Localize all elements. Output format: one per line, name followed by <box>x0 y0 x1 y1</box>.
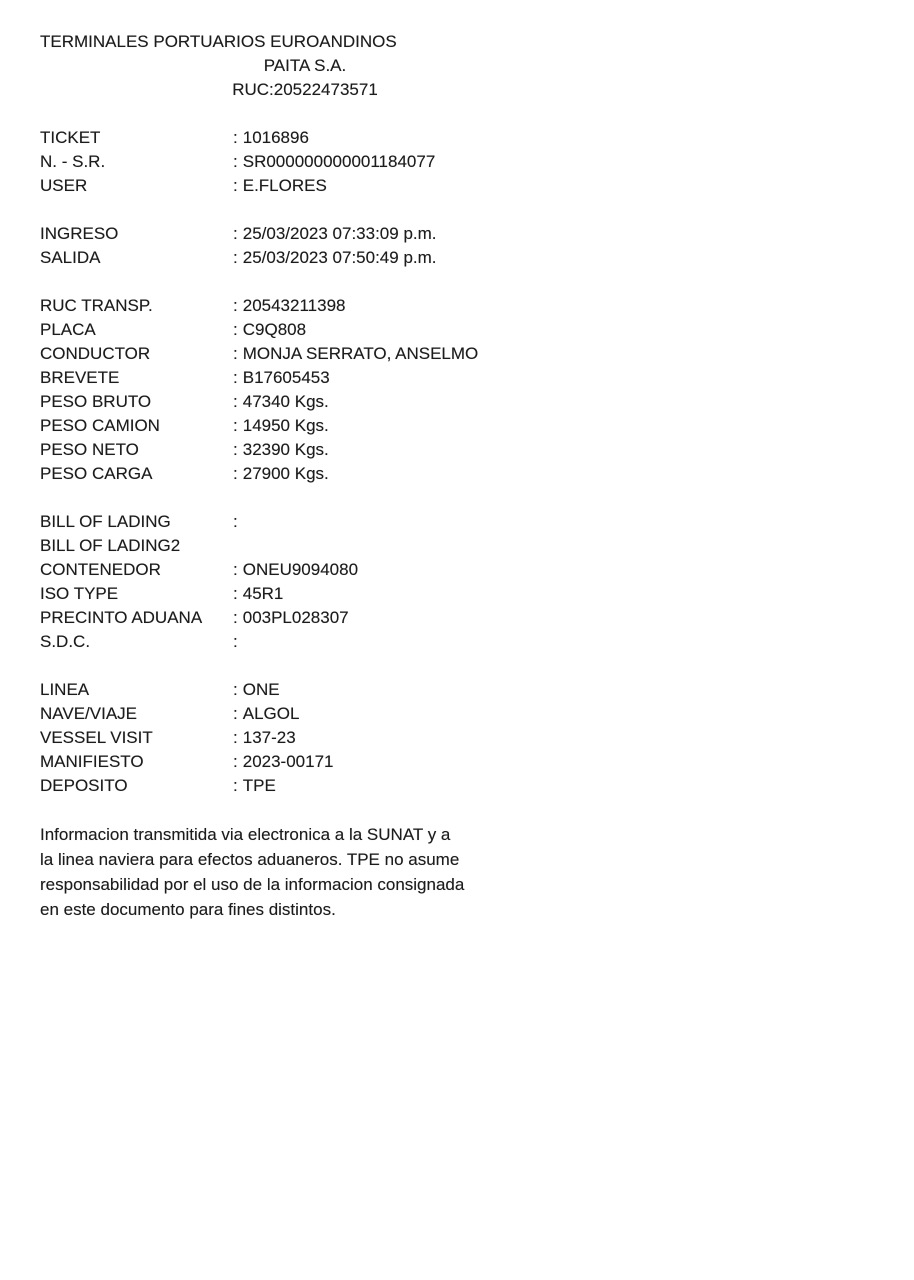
field-row-nave-viaje <box>40 702 570 726</box>
field-label: NAVE/VIAJE <box>40 704 137 723</box>
colon-separator: : <box>233 704 238 723</box>
field-value: : 20543211398 <box>233 294 345 318</box>
field-label: CONTENEDOR <box>40 560 161 579</box>
colon-separator: : <box>233 680 238 699</box>
field-label: S.D.C. <box>40 632 91 651</box>
field-label: PESO BRUTO <box>40 392 152 411</box>
field-row-conductor <box>40 342 570 366</box>
field-value: : 137-23 <box>233 726 296 750</box>
field-label: ISO TYPE <box>40 584 119 603</box>
field-value: : 32390 Kgs. <box>233 438 329 462</box>
field-row-nsr <box>40 150 570 174</box>
ticket-header <box>40 30 570 102</box>
colon-separator: : <box>233 584 238 603</box>
colon-separator: : <box>233 224 238 243</box>
field-value: : TPE <box>233 774 276 798</box>
field-label: BREVETE <box>40 368 120 387</box>
field-value <box>233 630 243 654</box>
section-voyage <box>40 678 570 798</box>
section-transport <box>40 294 570 486</box>
field-row-peso-camion <box>40 414 570 438</box>
field-row-salida <box>40 246 570 270</box>
disclaimer-line: en este documento para fines distintos. <box>40 900 336 919</box>
field-value: : E.FLORES <box>233 174 327 198</box>
company-subname: PAITA S.A. <box>263 56 347 75</box>
disclaimer-line: Informacion transmitida via electronica a la SUNAT y a <box>40 825 451 844</box>
field-row-bill-of-lading <box>40 510 570 534</box>
colon-separator: : <box>233 464 238 483</box>
field-label: CONDUCTOR <box>40 344 151 363</box>
field-value: : SR000000000001184077 <box>233 150 435 174</box>
field-label: BILL OF LADING <box>40 512 171 531</box>
colon-separator: : <box>233 512 238 531</box>
field-label: VESSEL VISIT <box>40 728 153 747</box>
field-row-linea <box>40 678 570 702</box>
field-row-precinto-aduana <box>40 606 570 630</box>
colon-separator: : <box>233 416 238 435</box>
field-value: : 1016896 <box>233 126 309 150</box>
field-value: : ONE <box>233 678 280 702</box>
disclaimer-line: responsabilidad por el uso de la informacion consignada <box>40 875 465 894</box>
field-label: RUC TRANSP. <box>40 296 153 315</box>
colon-separator: : <box>233 560 238 579</box>
field-row-peso-carga <box>40 462 570 486</box>
disclaimer-line: la linea naviera para efectos aduaneros. TPE no asume <box>40 850 460 869</box>
field-row-vessel-visit <box>40 726 570 750</box>
field-value: : 25/03/2023 07:50:49 p.m. <box>233 246 437 270</box>
field-label: SALIDA <box>40 248 101 267</box>
field-value: : 2023-00171 <box>233 750 334 774</box>
field-label: PESO NETO <box>40 440 139 459</box>
field-value <box>233 510 243 534</box>
colon-separator: : <box>233 440 238 459</box>
field-value <box>233 534 238 558</box>
field-row-brevete <box>40 366 570 390</box>
field-label: LINEA <box>40 680 90 699</box>
field-row-deposito <box>40 774 570 798</box>
field-value: : 25/03/2023 07:33:09 p.m. <box>233 222 437 246</box>
colon-separator: : <box>233 608 238 627</box>
colon-separator: : <box>233 176 238 195</box>
field-row-ingreso <box>40 222 570 246</box>
field-row-iso-type <box>40 582 570 606</box>
colon-separator: : <box>233 320 238 339</box>
colon-separator: : <box>233 152 238 171</box>
field-row-user <box>40 174 570 198</box>
field-value: : 45R1 <box>233 582 283 606</box>
colon-separator: : <box>233 728 238 747</box>
colon-separator: : <box>233 296 238 315</box>
field-value: : 003PL028307 <box>233 606 349 630</box>
field-row-bill-of-lading2 <box>40 534 570 558</box>
colon-separator: : <box>233 128 238 147</box>
company-name: TERMINALES PORTUARIOS EUROANDINOS <box>40 32 397 51</box>
colon-separator: : <box>233 248 238 267</box>
field-value: : ALGOL <box>233 702 299 726</box>
field-label: N. - S.R. <box>40 152 106 171</box>
field-value: : B17605453 <box>233 366 330 390</box>
field-row-peso-bruto <box>40 390 570 414</box>
field-row-sdc <box>40 630 570 654</box>
field-row-ruc-transp <box>40 294 570 318</box>
field-label: INGRESO <box>40 224 119 243</box>
field-value: : 14950 Kgs. <box>233 414 329 438</box>
field-value: : C9Q808 <box>233 318 306 342</box>
section-ticket-info <box>40 126 570 198</box>
field-label: PLACA <box>40 320 96 339</box>
company-ruc: RUC:20522473571 <box>232 80 378 99</box>
disclaimer-text <box>40 822 570 922</box>
field-label: MANIFIESTO <box>40 752 144 771</box>
section-cargo <box>40 510 570 654</box>
field-label: PESO CARGA <box>40 464 153 483</box>
field-value: : ONEU9094080 <box>233 558 358 582</box>
field-value: : 47340 Kgs. <box>233 390 329 414</box>
field-label: BILL OF LADING2 <box>40 536 181 555</box>
field-row-ticket <box>40 126 570 150</box>
field-label: USER <box>40 176 88 195</box>
colon-separator: : <box>233 632 238 651</box>
field-row-manifiesto <box>40 750 570 774</box>
section-times <box>40 222 570 270</box>
field-label: PESO CAMION <box>40 416 160 435</box>
field-row-contenedor <box>40 558 570 582</box>
colon-separator: : <box>233 392 238 411</box>
field-value: : 27900 Kgs. <box>233 462 329 486</box>
colon-separator: : <box>233 368 238 387</box>
ticket-content <box>0 0 570 922</box>
colon-separator: : <box>233 776 238 795</box>
field-row-placa <box>40 318 570 342</box>
field-value: : MONJA SERRATO, ANSELMO <box>233 342 478 366</box>
colon-separator: : <box>233 752 238 771</box>
field-row-peso-neto <box>40 438 570 462</box>
field-label: PRECINTO ADUANA <box>40 608 203 627</box>
field-label: DEPOSITO <box>40 776 128 795</box>
field-label: TICKET <box>40 128 101 147</box>
colon-separator: : <box>233 344 238 363</box>
